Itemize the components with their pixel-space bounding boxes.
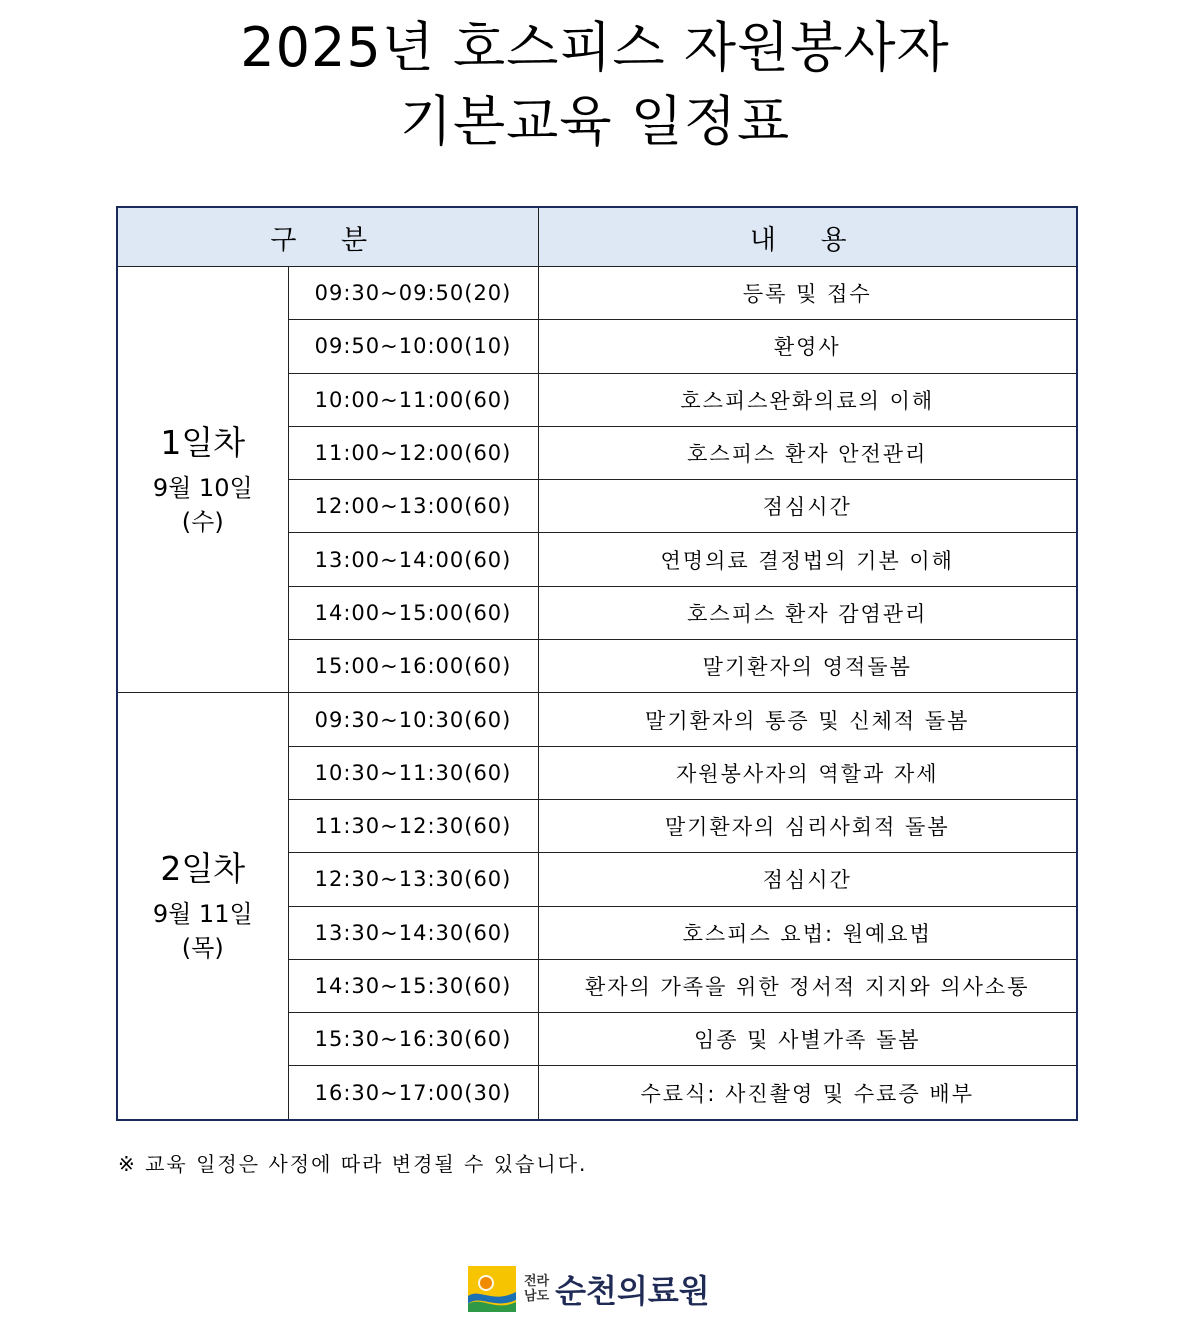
time-cell: 14:30~15:30(60) [288, 959, 538, 1012]
time-cell: 10:30~11:30(60) [288, 746, 538, 799]
time-cell: 11:30~12:30(60) [288, 799, 538, 852]
header-category: 구 분 [117, 207, 538, 267]
time-cell: 15:00~16:00(60) [288, 640, 538, 693]
footer-logo [468, 1264, 710, 1314]
day-weekday: (목) [181, 934, 224, 963]
time-cell: 12:30~13:30(60) [288, 853, 538, 906]
page-title-line1: 2025년 호스피스 자원봉사자 [240, 16, 950, 79]
time-cell: 11:00~12:00(60) [288, 426, 538, 479]
content-cell: 호스피스 환자 감염관리 [538, 586, 1077, 639]
time-cell: 12:00~13:00(60) [288, 480, 538, 533]
table-row [117, 267, 1077, 320]
schedule-table [116, 206, 1078, 1121]
content-cell: 말기환자의 심리사회적 돌봄 [538, 799, 1077, 852]
day-label: 2일차 [160, 849, 246, 889]
time-cell: 10:00~11:00(60) [288, 373, 538, 426]
time-cell: 13:00~14:00(60) [288, 533, 538, 586]
time-cell: 13:30~14:30(60) [288, 906, 538, 959]
content-cell: 말기환자의 통증 및 신체적 돌봄 [538, 693, 1077, 746]
region-line2: 남도 [524, 1289, 550, 1304]
day-cell [117, 693, 288, 1120]
time-cell: 09:50~10:00(10) [288, 320, 538, 373]
time-cell: 15:30~16:30(60) [288, 1013, 538, 1066]
content-cell: 환영사 [538, 320, 1077, 373]
content-cell: 호스피스 환자 안전관리 [538, 426, 1077, 479]
region-line1: 전라 [524, 1274, 550, 1289]
content-cell: 등록 및 접수 [538, 267, 1077, 320]
content-cell: 점심시간 [538, 853, 1077, 906]
header-content: 내 용 [538, 207, 1077, 267]
content-cell: 환자의 가족을 위한 정서적 지지와 의사소통 [538, 959, 1077, 1012]
time-cell: 09:30~09:50(20) [288, 267, 538, 320]
region-label [524, 1274, 549, 1304]
day-cell [117, 267, 288, 693]
day-date: 9월 11일 [152, 900, 253, 929]
day-weekday: (수) [181, 507, 224, 536]
time-cell: 09:30~10:30(60) [288, 693, 538, 746]
content-cell: 점심시간 [538, 480, 1077, 533]
page-title-line2: 기본교육 일정표 [399, 90, 791, 153]
sun-wave-logo-icon [468, 1266, 516, 1312]
table-header-row [117, 207, 1077, 267]
day-date: 9월 10일 [152, 473, 253, 502]
time-cell: 14:00~15:00(60) [288, 586, 538, 639]
content-cell: 호스피스완화의료의 이해 [538, 373, 1077, 426]
content-cell: 연명의료 결정법의 기본 이해 [538, 533, 1077, 586]
time-cell: 16:30~17:00(30) [288, 1066, 538, 1120]
schedule-note: ※ 교육 일정은 사정에 따라 변경될 수 있습니다. [118, 1152, 588, 1176]
content-cell: 말기환자의 영적돌봄 [538, 640, 1077, 693]
content-cell: 호스피스 요법: 원예요법 [538, 906, 1077, 959]
content-cell: 자원봉사자의 역할과 자세 [538, 746, 1077, 799]
content-cell: 수료식: 사진촬영 및 수료증 배부 [538, 1066, 1077, 1120]
table-row [117, 693, 1077, 746]
org-name: 순천의료원 [555, 1272, 710, 1310]
day-label: 1일차 [160, 422, 246, 462]
content-cell: 임종 및 사별가족 돌봄 [538, 1013, 1077, 1066]
